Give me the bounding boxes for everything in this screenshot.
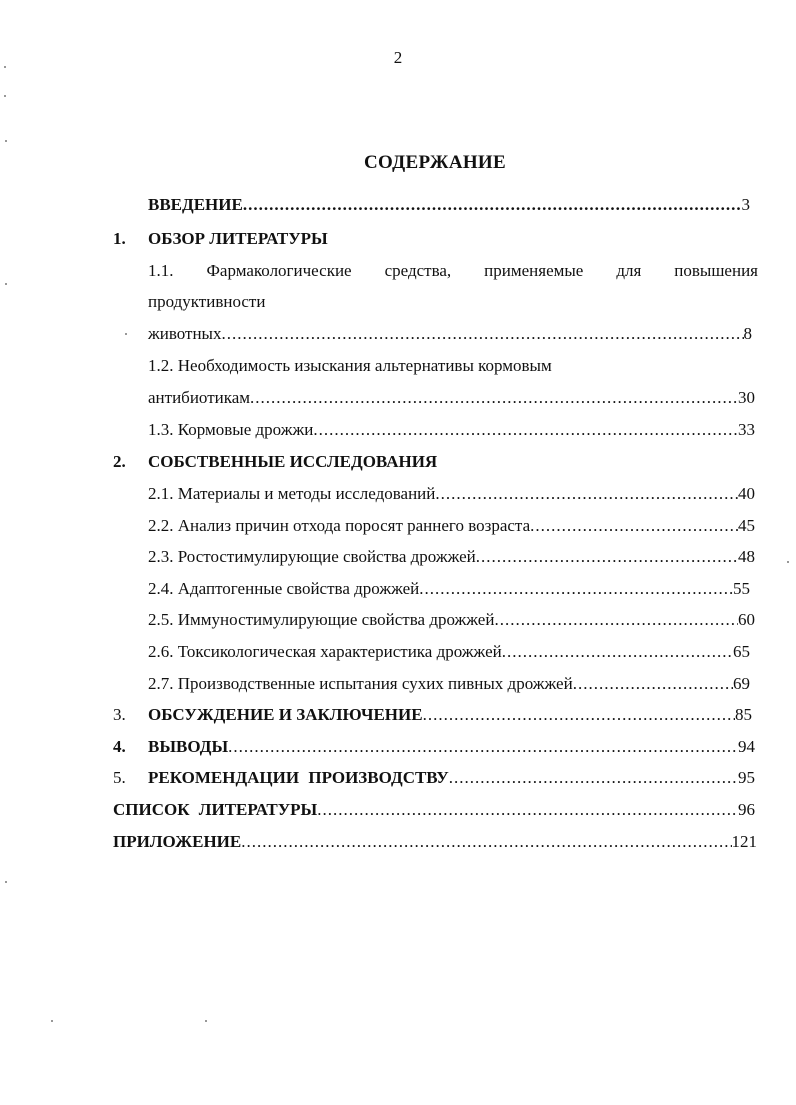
toc-2-3-page: 48 bbox=[738, 547, 755, 566]
page-title: СОДЕРЖАНИЕ bbox=[364, 152, 506, 173]
toc-5-label: РЕКОМЕНДАЦИИ ПРОИЗВОДСТВУ bbox=[148, 768, 449, 787]
leader-dots bbox=[228, 737, 738, 757]
toc-1-1 bbox=[148, 324, 752, 344]
toc-references-page: 96 bbox=[738, 800, 755, 819]
toc-1-3 bbox=[148, 420, 755, 440]
toc-1-1-line2: продуктивности bbox=[148, 292, 266, 311]
leader-dots bbox=[313, 420, 738, 440]
toc-1-2-page: 30 bbox=[738, 388, 755, 407]
toc-3 bbox=[148, 705, 752, 725]
toc-appendix-label: ПРИЛОЖЕНИЕ bbox=[113, 832, 242, 851]
section-1-title: ОБЗОР ЛИТЕРАТУРЫ bbox=[148, 229, 328, 248]
toc-2-7-page: 69 bbox=[733, 674, 750, 693]
toc-1-3-page: 33 bbox=[738, 420, 755, 439]
toc-2-6-page: 65 bbox=[733, 642, 750, 661]
toc-intro bbox=[148, 195, 750, 215]
toc-1-2-line2: антибиотикам bbox=[148, 388, 251, 407]
scan-speck bbox=[5, 140, 7, 142]
leader-dots bbox=[494, 610, 738, 630]
toc-3-label: ОБСУЖДЕНИЕ И ЗАКЛЮЧЕНИЕ bbox=[148, 705, 423, 724]
toc-2-2-label: 2.2. Анализ причин отхода поросят раннего возраста bbox=[148, 516, 531, 535]
toc-4-page: 94 bbox=[738, 737, 755, 756]
toc-2-3 bbox=[148, 547, 755, 567]
toc-2-5 bbox=[148, 610, 755, 630]
toc-5 bbox=[148, 768, 755, 788]
leader-dots bbox=[423, 705, 735, 725]
toc-3-page: 85 bbox=[735, 705, 752, 724]
scan-speck bbox=[51, 1020, 53, 1022]
section-2-title: СОБСТВЕННЫЕ ИССЛЕДОВАНИЯ bbox=[148, 452, 438, 471]
leader-dots bbox=[435, 484, 738, 504]
toc-2-4 bbox=[148, 579, 750, 599]
toc-intro-label: ВВЕДЕНИЕ bbox=[148, 195, 243, 214]
scan-speck bbox=[5, 283, 7, 285]
leader-dots bbox=[476, 547, 738, 567]
toc-2-5-page: 60 bbox=[738, 610, 755, 629]
leader-dots bbox=[449, 768, 738, 788]
scan-speck bbox=[205, 1020, 207, 1022]
toc-2-2 bbox=[148, 516, 755, 536]
toc-2-6 bbox=[148, 642, 750, 662]
scan-speck bbox=[787, 561, 789, 563]
toc-1-2-line1: 1.2. Необходимость изыскания альтернативы кормовым bbox=[148, 356, 552, 375]
toc-2-3-label: 2.3. Ростостимулирующие свойства дрожжей bbox=[148, 547, 476, 566]
toc-2-6-label: 2.6. Токсикологическая характеристика дрожжей bbox=[148, 642, 502, 661]
leader-dots bbox=[530, 516, 738, 536]
leader-dots bbox=[573, 674, 733, 694]
leader-dots bbox=[221, 324, 743, 344]
toc-1-3-label: 1.3. Кормовые дрожжи bbox=[148, 420, 314, 439]
scan-speck bbox=[5, 881, 7, 883]
toc-appendix bbox=[113, 832, 757, 852]
section-4-number: 4. bbox=[113, 737, 126, 756]
scan-speck bbox=[4, 66, 6, 68]
toc-2-7 bbox=[148, 674, 750, 694]
page-number: 2 bbox=[393, 48, 403, 67]
toc-appendix-page: 121 bbox=[731, 832, 757, 851]
toc-references-label: СПИСОК ЛИТЕРАТУРЫ bbox=[113, 800, 318, 819]
leader-dots bbox=[250, 388, 738, 408]
section-1-number: 1. bbox=[113, 229, 126, 248]
leader-dots bbox=[243, 195, 742, 215]
toc-1-1-page: 8 bbox=[743, 324, 752, 343]
toc-4 bbox=[148, 737, 755, 757]
leader-dots bbox=[241, 832, 731, 852]
toc-1-1-line3: животных bbox=[148, 324, 222, 343]
section-3-number: 3. bbox=[113, 705, 126, 724]
toc-2-5-label: 2.5. Иммуностимулирующие свойства дрожжей bbox=[148, 610, 495, 629]
toc-references bbox=[113, 800, 755, 820]
leader-dots bbox=[317, 800, 738, 820]
toc-1-1-line1: 1.1. Фармакологические средства, применяемые для повышения bbox=[148, 261, 758, 280]
toc-intro-page: 3 bbox=[741, 195, 750, 214]
toc-2-7-label: 2.7. Производственные испытания сухих пивных дрожжей bbox=[148, 674, 573, 693]
toc-1-2 bbox=[148, 388, 755, 408]
toc-2-1-label: 2.1. Материалы и методы исследований bbox=[148, 484, 436, 503]
leader-dots bbox=[419, 579, 733, 599]
section-2-number: 2. bbox=[113, 452, 126, 471]
leader-dots bbox=[502, 642, 733, 662]
scan-speck bbox=[125, 333, 127, 335]
toc-5-page: 95 bbox=[738, 768, 755, 787]
scan-speck bbox=[4, 95, 6, 97]
toc-2-2-page: 45 bbox=[738, 516, 755, 535]
toc-2-4-page: 55 bbox=[733, 579, 750, 598]
toc-2-1 bbox=[148, 484, 755, 504]
toc-2-4-label: 2.4. Адаптогенные свойства дрожжей bbox=[148, 579, 420, 598]
toc-2-1-page: 40 bbox=[738, 484, 755, 503]
toc-4-label: ВЫВОДЫ bbox=[148, 737, 229, 756]
section-5-number: 5. bbox=[113, 768, 126, 787]
